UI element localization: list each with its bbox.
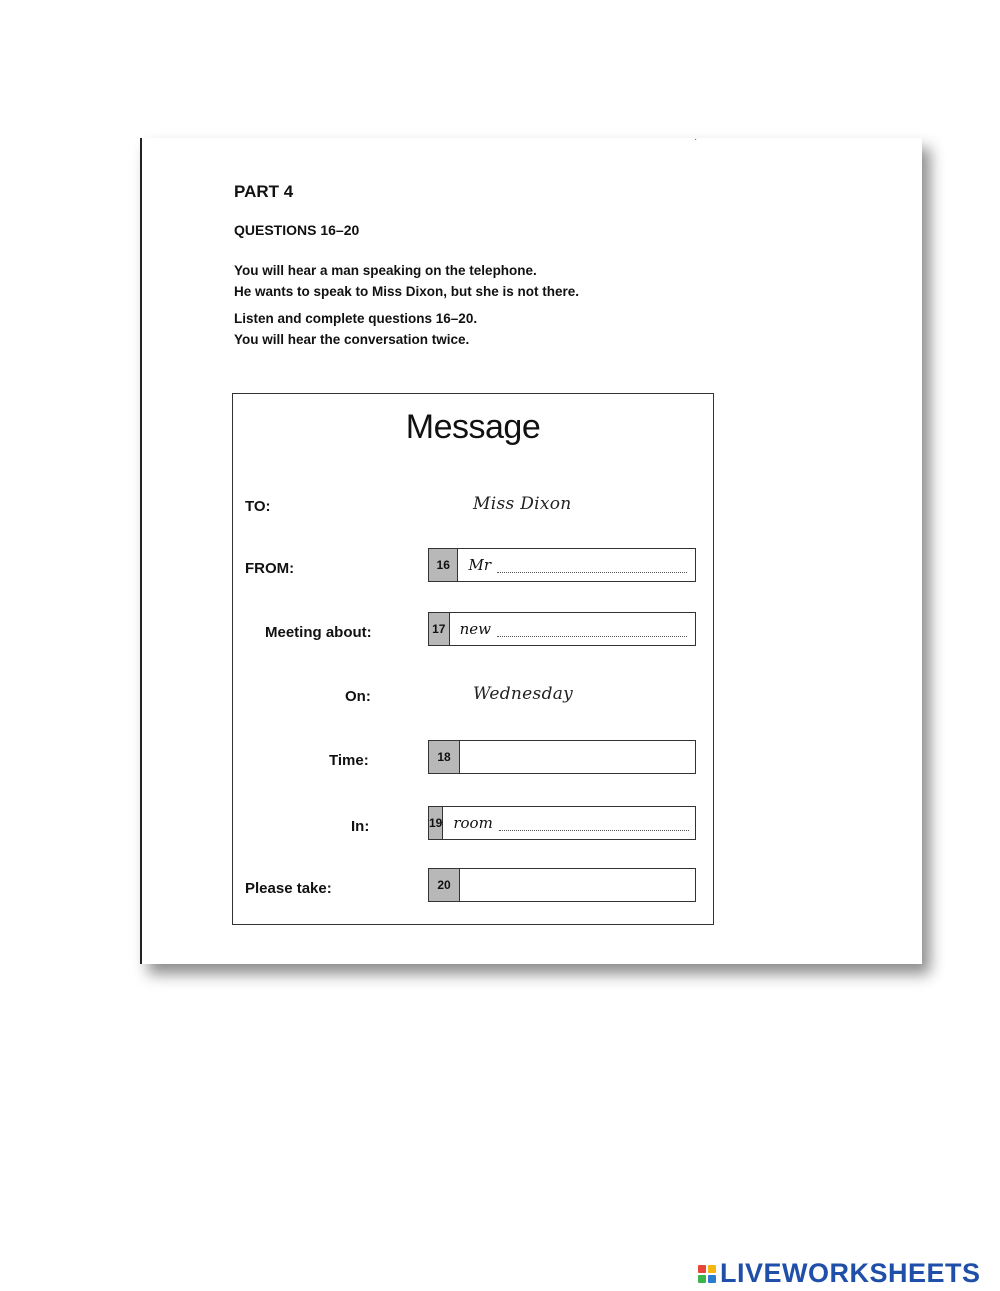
answer-box-18 [428,740,696,774]
on-value: Wednesday [473,684,574,704]
to-value: Miss Dixon [473,494,572,514]
meeting-label: Meeting about: [265,624,372,641]
answer-input-20[interactable] [466,879,687,893]
instructions [234,260,579,350]
answer-box-19 [428,806,696,840]
in-prefill: room [453,814,493,832]
message-title: Message [405,408,541,446]
instruction-line: Listen and complete questions 16–20. [234,311,478,326]
liveworksheets-logo-icon [698,1265,716,1283]
instruction-line: He wants to speak to Miss Dixon, but she is not there. [234,284,580,299]
question-number-16: 16 [429,549,458,581]
question-number-17: 17 [429,613,450,645]
question-number-18: 18 [429,741,460,773]
from-prefill: Mr [468,556,491,574]
answer-input-16[interactable] [497,558,687,573]
question-number-19: 19 [429,807,443,839]
scan-mark: · [694,134,698,145]
liveworksheets-brand [698,1258,981,1289]
brand-name: LIVEWORKSHEETS [720,1258,981,1288]
answer-box-17 [428,612,696,646]
answer-box-16 [428,548,696,582]
meeting-prefill: new [459,620,491,638]
answer-input-18[interactable] [466,751,687,765]
instruction-line: You will hear a man speaking on the telephone. [234,263,537,278]
answer-input-17[interactable] [497,622,687,637]
from-label: FROM: [245,560,295,577]
instruction-line: You will hear the conversation twice. [234,332,470,347]
take-label: Please take: [245,880,332,897]
on-label: On: [345,688,371,705]
time-label: Time: [329,752,369,769]
answer-input-19[interactable] [499,816,689,831]
question-number-20: 20 [429,869,460,901]
in-label: In: [351,818,370,835]
to-label: TO: [245,498,271,515]
worksheet-page [140,134,922,964]
answer-box-20 [428,868,696,902]
part-heading: PART 4 [234,182,294,201]
questions-heading: QUESTIONS 16–20 [234,222,360,238]
message-form [232,393,714,925]
